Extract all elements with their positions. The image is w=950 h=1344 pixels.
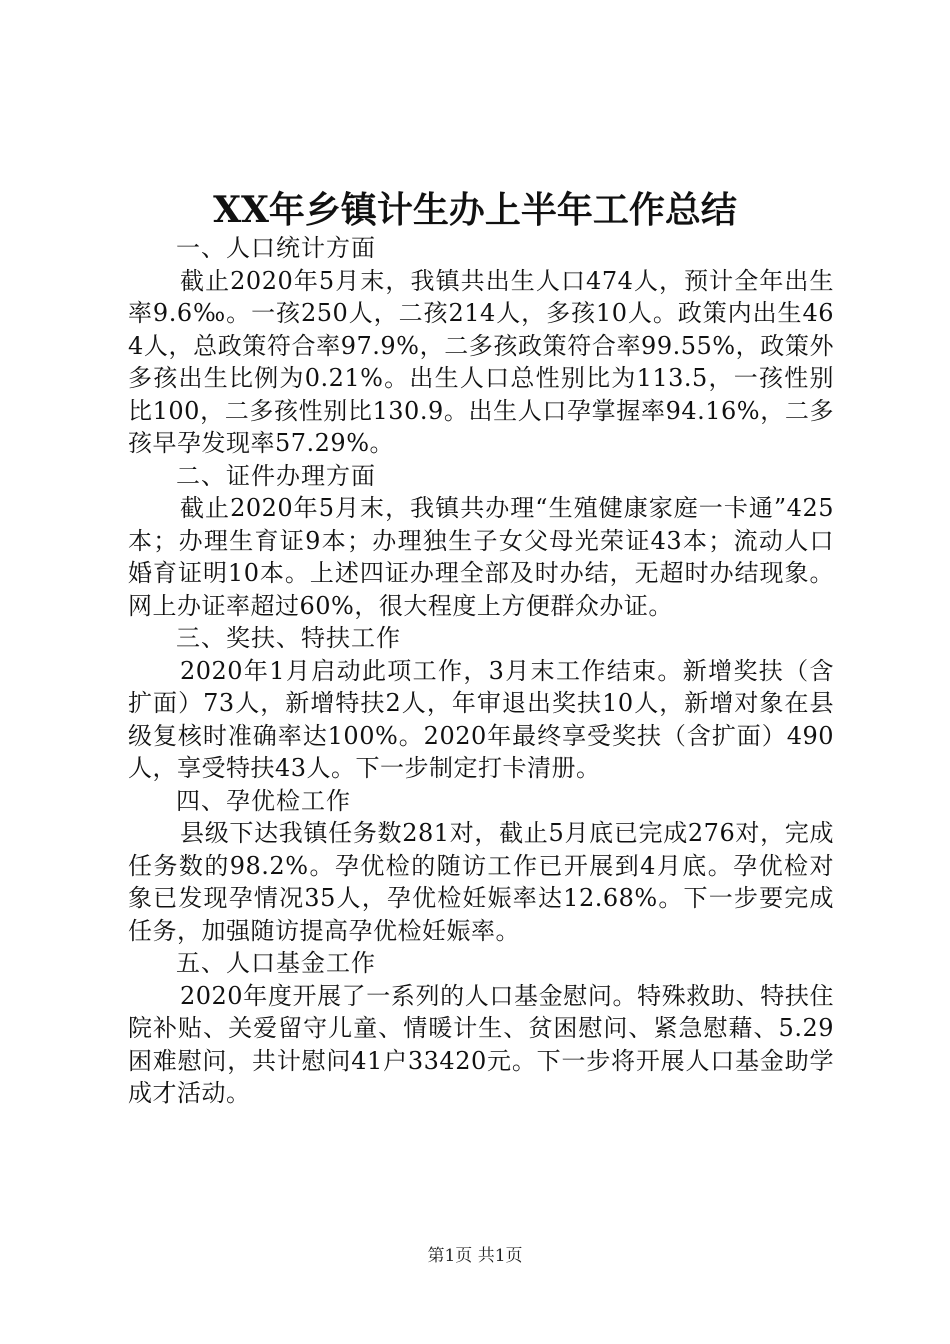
section-paragraph: 县级下达我镇任务数281对，截止5月底已完成276对，完成任务数的98.2%。孕优检的随访工作已开展到4月底。孕优检对象已发现孕情况35人，孕优检妊娠率达12.68%。下一步要完成任务，加强随访提高孕优检妊娠率。 — [128, 819, 834, 945]
section-heading: 五、人口基金工作 — [176, 949, 376, 977]
section-population-fund — [128, 947, 834, 1110]
section-prenatal-checkup — [128, 785, 834, 948]
section-population-statistics — [128, 232, 834, 460]
page-footer: 第1页 共1页 — [427, 1246, 523, 1266]
section-award-support — [128, 622, 834, 785]
document-body — [128, 232, 834, 1110]
section-heading: 四、孕优检工作 — [176, 786, 351, 815]
section-paragraph: 截止2020年5月末，我镇共办理“生殖健康家庭一卡通”425本；办理生育证9本；办理独生子女父母光荣证43本；流动人口婚育证明10本。上述四证办理全部及时办结，无超时办结现象。网上办证率超过60%，很大程度上方便群众办证。 — [128, 494, 834, 620]
section-heading: 三、奖扶、特扶工作 — [176, 624, 401, 652]
section-heading: 二、证件办理方面 — [176, 461, 376, 490]
section-paragraph: 截止2020年5月末，我镇共出生人口474人，预计全年出生率9.6‰。一孩250人，二孩214人，多孩10人。政策内出生464人，总政策符合率97.9%，二多孩政策符合率99.55%，政策外多孩出生比例为0.21%。出生人口总性别比为113.5，一孩性别比100，二多孩性别比130.9。出生人口孕掌握率94.16%，二多孩早孕发现率57.29%。 — [128, 266, 834, 457]
section-paragraph: 2020年度开展了一系列的人口基金慰问。特殊救助、特扶住院补贴、关爱留守儿童、情暖计生、贫困慰问、紧急慰藉、5.29困难慰问，共计慰问41户33420元。下一步将开展人口基金助学成才活动。 — [128, 981, 834, 1107]
section-heading: 一、人口统计方面 — [176, 234, 376, 262]
document-title: XX年乡镇计生办上半年工作总结 — [213, 189, 737, 231]
section-certificate-processing — [128, 460, 834, 623]
section-paragraph: 2020年1月启动此项工作，3月末工作结束。新增奖扶（含扩面）73人，新增特扶2人，年审退出奖扶10人，新增对象在县级复核时准确率达100%。2020年最终享受奖扶（含扩面）490人，享受特扶43人。下一步制定打卡清册。 — [128, 656, 834, 782]
